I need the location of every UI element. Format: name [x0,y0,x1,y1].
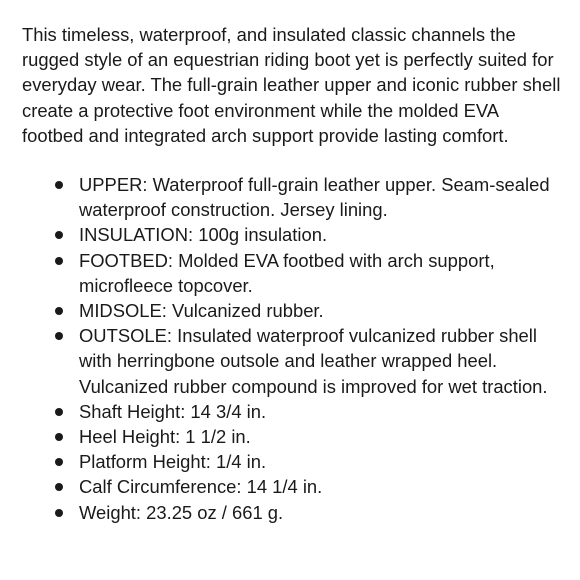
spec-item-insulation [22,222,562,247]
spec-item-shaft-height [22,399,562,424]
bullet-icon [55,307,63,315]
spec-item-platform-height [22,449,562,474]
spec-text: INSULATION: 100g insulation. [79,224,328,246]
bullet-icon [55,433,63,441]
spec-text: Calf Circumference: 14 1/4 in. [79,476,323,498]
bullet-icon [55,257,63,265]
bullet-icon [55,181,63,189]
spec-item-midsole [22,298,562,323]
spec-item-weight [22,500,562,525]
bullet-icon [55,231,63,239]
bullet-icon [55,332,63,340]
spec-text: FOOTBED: Molded EVA footbed with arch support, microfleece topcover. [79,249,495,296]
spec-text: UPPER: Waterproof full-grain leather upper. Seam-sealed waterproof construction. Jersey lining. [79,174,550,221]
spec-item-calf-circumference [22,474,562,499]
product-description-document [22,22,562,525]
bullet-icon [55,483,63,491]
spec-text: OUTSOLE: Insulated waterproof vulcanized rubber shell with herringbone outsole and leather wrapped heel. Vulcanized rubber compound is improved for wet traction. [79,325,548,397]
bullet-icon [55,458,63,466]
spec-text: Weight: 23.25 oz / 661 g. [79,501,284,523]
bullet-icon [55,408,63,416]
spec-text: Shaft Height: 14 3/4 in. [79,400,267,422]
spec-item-footbed [22,248,562,298]
product-description: This timeless, waterproof, and insulated classic channels the rugged style of an equestrian riding boot yet is perfectly suited for everyday wear. The full-grain leather upper and iconic rubber shell create a protective foot environment while the molded EVA footbed and integrated arch support provide lasting comfort. [22,24,561,146]
spec-list [22,172,562,525]
spec-text: Platform Height: 1/4 in. [79,451,267,473]
spec-item-outsole [22,323,562,399]
spec-item-heel-height [22,424,562,449]
bullet-icon [55,509,63,517]
spec-text: Heel Height: 1 1/2 in. [79,426,251,448]
spec-item-upper [22,172,562,222]
spec-text: MIDSOLE: Vulcanized rubber. [79,300,324,322]
